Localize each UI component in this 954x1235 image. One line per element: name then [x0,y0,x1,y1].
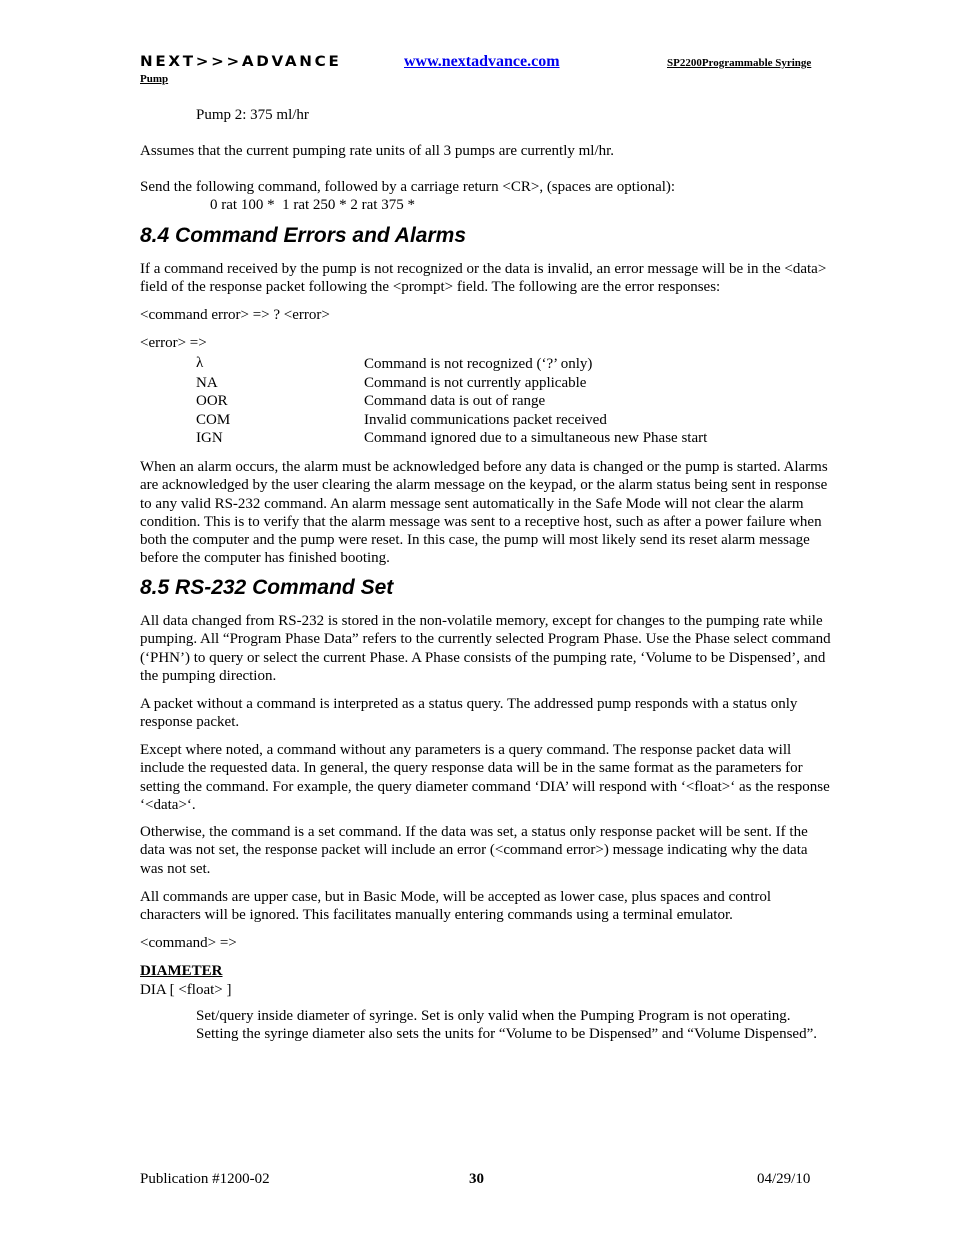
error-description: Command ignored due to a simultaneous new Phase start [364,430,708,446]
header-product-title-cont: Pump [140,73,169,85]
website-link[interactable]: www.nextadvance.com [404,53,560,70]
error-description: Command is not currently applicable [364,375,587,391]
publication-date: 04/29/10 [757,1171,811,1187]
example-command: 0 rat 100 * 1 rat 250 * 2 rat 375 * [210,197,415,213]
alarm-paragraph: When an alarm occurs, the alarm must be acknowledged before any data is changed or the pump is started. Alarms are acknowledged by the user clearing the alarm message on the keypad, or the alarm status being sent in response to any valid RS-232 command. An alarm message sent automatically in the Safe Mode will not clear the alarm condition. This is to verify that the alarm message was sent to a receptive host, such as after a power failure when both the computer and the pump were reset. In this case, the pump will most likely send its reset alarm message before the computer has finished booting. [140,459,828,567]
errors-intro-paragraph: If a command received by the pump is not recognized or the data is invalid, an error message will be in the <data> field of the response packet following the <prompt> field. The following are the error responses: [140,261,827,296]
header-product-title: SP2200Programmable Syringe [667,57,812,69]
rs232-paragraph-4: Otherwise, the command is a set command. If the data was set, a status only response packet will be sent. If the data was not set, the response packet will include an error (<command error>) message indicating why the data was not set. [140,824,808,877]
error-code: COM [196,412,231,428]
diameter-title: DIAMETER [140,963,223,979]
section-8-5-heading: 8.5 RS-232 Command Set [140,576,394,599]
command-label: <command> => [140,935,237,951]
error-code: IGN [196,430,223,446]
rs232-paragraph-5: All commands are upper case, but in Basic Mode, will be accepted as lower case, plus spaces and control characters will be ignored. This facilitates manually entering commands using a terminal emulator. [140,889,772,924]
page-number: 30 [469,1171,484,1187]
publication-number: Publication #1200-02 [140,1171,270,1187]
send-text: Send the following command, followed by a carriage return <CR>, (spaces are optional): [140,179,676,195]
diameter-description: Set/query inside diameter of syringe. Set is only valid when the Pumping Program is not operating. Setting the syringe diameter also sets the units for “Volume to be Dispensed” and “Volume Dispensed”. [196,1008,817,1043]
error-description: Invalid communications packet received [364,412,607,428]
error-description: Command is not recognized (‘?’ only) [364,356,593,372]
command-error-definition: <command error> => ? <error> [140,307,330,323]
error-label: <error> => [140,335,207,351]
error-code: λ [196,355,204,371]
pump2-rate: Pump 2: 375 ml/hr [196,107,309,123]
section-8-4-heading: 8.4 Command Errors and Alarms [140,224,466,247]
error-code: NA [196,375,218,391]
error-code: OOR [196,393,228,409]
diameter-syntax: DIA [ <float> ] [140,982,232,998]
error-description: Command data is out of range [364,393,546,409]
rs232-paragraph-3: Except where noted, a command without any parameters is a query command. The response packet data will include the requested data. In general, the query response data will be in the same format as the parameters for setting the command. For example, the query diameter command ‘DIA’ will respond with ‘<float>‘ as the response ‘<data>‘. [140,742,830,813]
rs232-paragraph-2: A packet without a command is interpreted as a status query. The addressed pump responds with a status only response packet. [140,696,798,731]
rs232-paragraph-1: All data changed from RS-232 is stored in the non-volatile memory, except for changes to the pumping rate while pumping. All “Program Phase Data” refers to the currently selected Program Phase. Use the Phase select command (‘PHN’) to query or select the current Phase. A Phase consists of the pumping rate, ‘Volume to be Dispensed’, and the pumping direction. [140,613,831,684]
company-logo: NEXT>>>ADVANCE [140,54,342,70]
assumes-text: Assumes that the current pumping rate units of all 3 pumps are currently ml/hr. [140,143,615,159]
